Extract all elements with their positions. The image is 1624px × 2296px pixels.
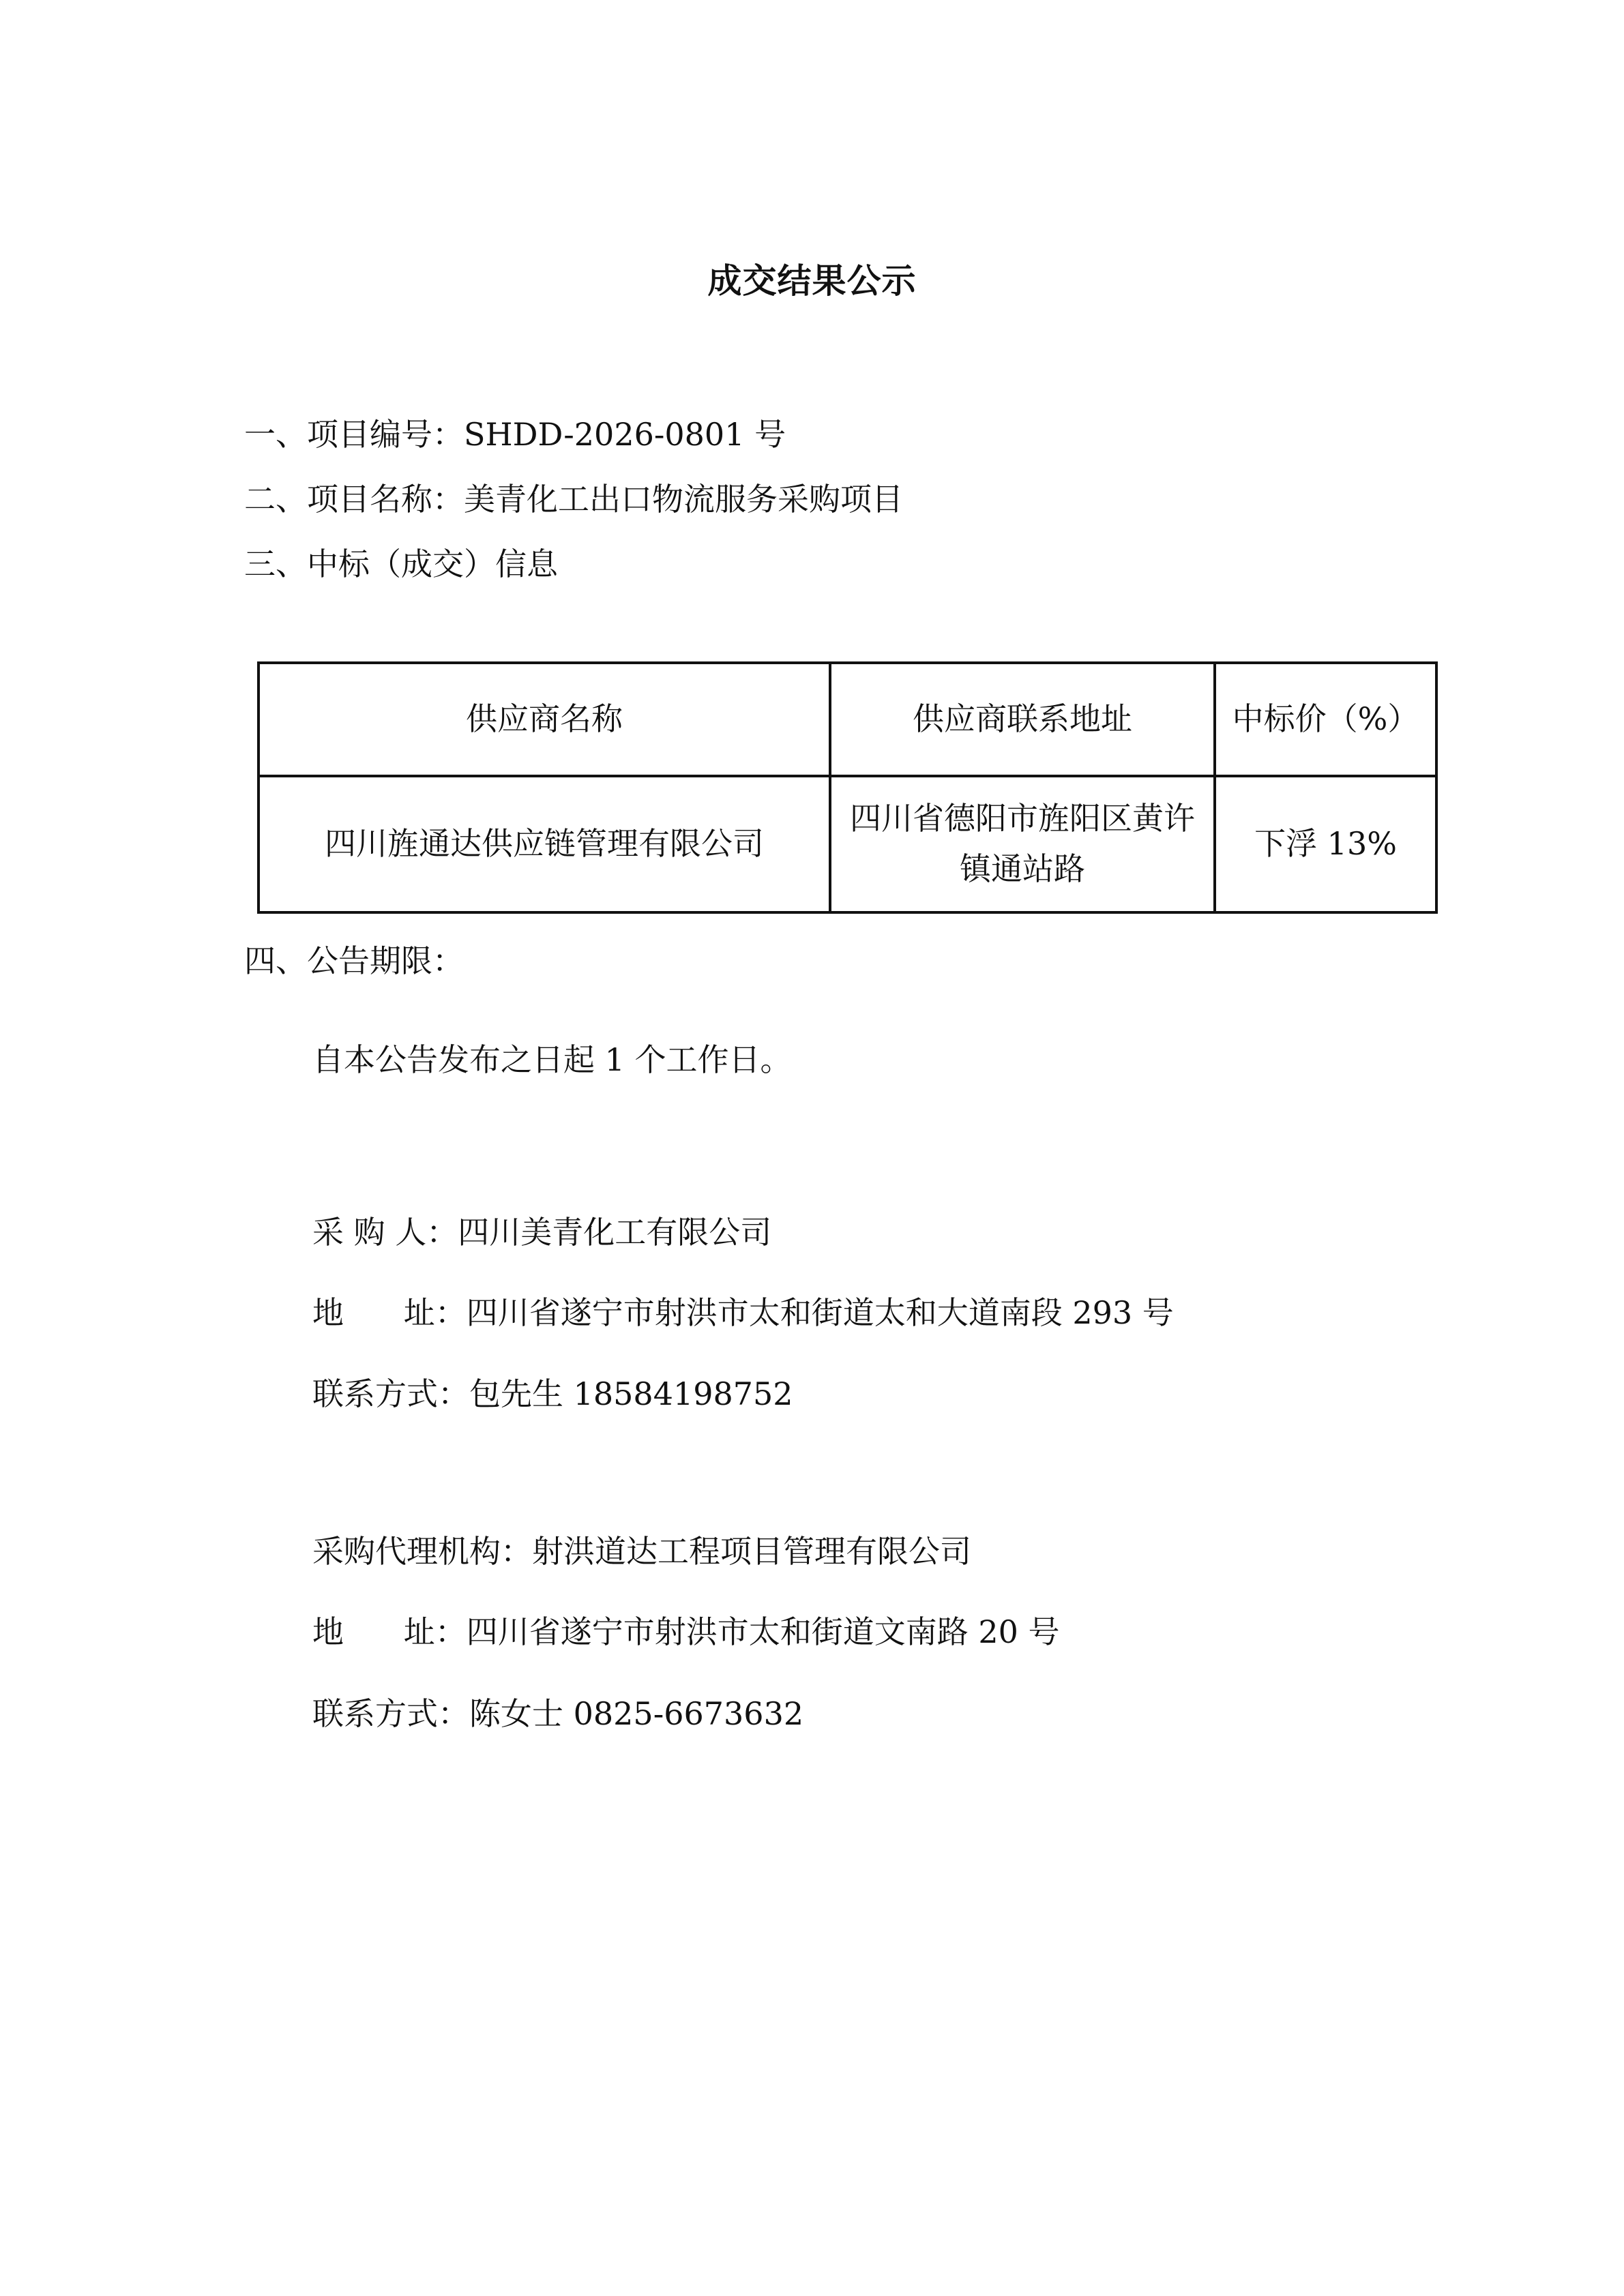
cell-bid-price: 下浮 13% [1215, 776, 1436, 912]
project-number-value: SHDD-2026-0801 号 [464, 416, 786, 453]
project-name-label: 二、项目名称： [244, 481, 464, 518]
period-heading: 四、公告期限： [244, 942, 464, 979]
purchaser-name: 四川美青化工有限公司 [458, 1214, 772, 1251]
purchaser-name-line [312, 1214, 771, 1251]
project-number-line [244, 416, 786, 453]
agency-contact-line [312, 1695, 803, 1733]
agency-contact: 陈女士 0825-6673632 [469, 1695, 804, 1732]
agency-address: 四川省遂宁市射洪市太和街道文南路 20 号 [466, 1613, 1060, 1650]
page-title: 成交结果公示 [707, 261, 917, 301]
header-supplier-name: 供应商名称 [259, 663, 830, 776]
table-row [259, 776, 1436, 912]
header-supplier-address: 供应商联系地址 [830, 663, 1215, 776]
agency-address-label: 地 址： [312, 1613, 467, 1650]
table-header-row [259, 663, 1436, 776]
agency-address-line [312, 1613, 1060, 1651]
award-table [257, 661, 1438, 914]
agency-contact-label: 联系方式： [312, 1695, 469, 1732]
project-name-value: 美青化工出口物流服务采购项目 [464, 481, 903, 518]
purchaser-address-label: 地 址： [312, 1294, 467, 1331]
purchaser-contact-label: 联系方式： [312, 1375, 469, 1412]
header-bid-price: 中标价（%） [1215, 663, 1436, 776]
agency-name: 射洪道达工程项目管理有限公司 [532, 1533, 971, 1570]
purchaser-address-line [312, 1294, 1174, 1332]
purchaser-contact-line [312, 1375, 793, 1413]
project-number-label: 一、项目编号： [244, 416, 464, 453]
award-info-heading: 三、中标（成交）信息 [244, 546, 558, 582]
period-text: 自本公告发布之日起 1 个工作日。 [312, 1041, 792, 1078]
agency-name-label: 采购代理机构： [312, 1533, 532, 1570]
project-name-line [244, 481, 903, 518]
purchaser-contact: 包先生 18584198752 [469, 1375, 793, 1412]
cell-supplier-name: 四川旌通达供应链管理有限公司 [259, 776, 830, 912]
purchaser-address: 四川省遂宁市射洪市太和街道太和大道南段 293 号 [466, 1294, 1174, 1331]
cell-supplier-address: 四川省德阳市旌阳区黄许镇通站路 [830, 776, 1215, 912]
purchaser-name-label: 采 购 人： [312, 1214, 458, 1251]
agency-name-line [312, 1533, 971, 1570]
